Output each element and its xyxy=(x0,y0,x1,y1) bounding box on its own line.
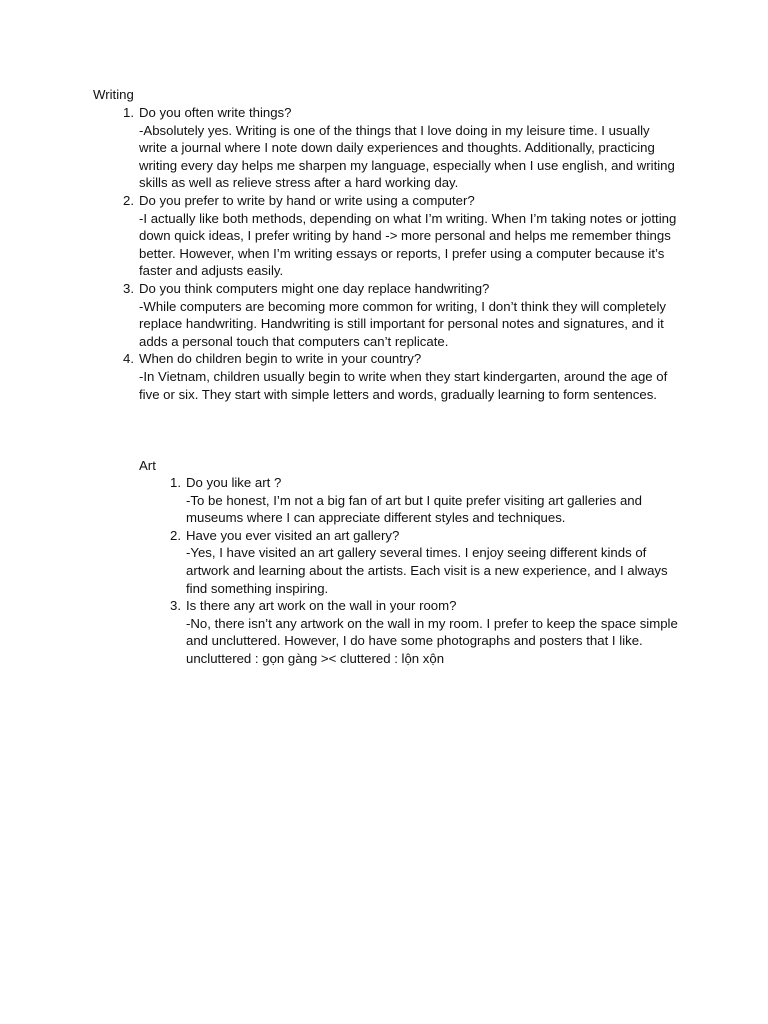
list-item xyxy=(123,350,679,403)
list-item xyxy=(170,474,678,527)
question-text: Do you like art ? xyxy=(186,475,282,490)
question-text: Have you ever visited an art gallery? xyxy=(186,527,400,543)
item-number: 2. xyxy=(170,527,181,543)
list-item xyxy=(170,527,678,597)
answer-text: -While computers are becoming more common for writing, I don’t think they will completely replace handwriting. Handwriting is still important for personal notes and signatures, and it adds a personal touch that computers can’t replicate. xyxy=(139,298,666,349)
item-number: 3. xyxy=(170,598,181,614)
list-item xyxy=(123,192,679,280)
vocabulary-note: uncluttered : gọn gàng >< cluttered : lộn xộn xyxy=(186,650,445,666)
list-item xyxy=(123,104,679,192)
list-item xyxy=(123,280,679,350)
item-number: 1. xyxy=(170,475,181,490)
answer-text: -Absolutely yes. Writing is one of the things that I love doing in my leisure time. I usually write a journal where I note down daily experiences and thoughts. Additionally, practicing writing every day helps me sharpen my language, especially when I use english, and writing skills as well as relieve stress after a hard working day. xyxy=(139,122,675,191)
art-question-list xyxy=(170,474,678,668)
art-heading: Art xyxy=(139,458,156,473)
item-number: 4. xyxy=(123,351,134,367)
question-text: Do you often write things? xyxy=(139,105,292,120)
list-item xyxy=(170,597,678,667)
item-number: 2. xyxy=(123,192,134,208)
item-number: 1. xyxy=(123,105,134,120)
answer-text: -Yes, I have visited an art gallery several times. I enjoy seeing different kinds of artwork and learning about the artists. Each visit is a new experience, and I always find something inspiring. xyxy=(186,545,668,596)
writing-question-list xyxy=(123,104,679,403)
answer-text: -In Vietnam, children usually begin to write when they start kindergarten, around the age of five or six. They start with simple letters and words, gradually learning to form sentences. xyxy=(139,368,668,402)
question-text: Do you prefer to write by hand or write using a computer? xyxy=(139,192,475,208)
question-text: When do children begin to write in your country? xyxy=(139,351,422,367)
item-number: 3. xyxy=(123,280,134,296)
writing-heading: Writing xyxy=(93,87,134,102)
answer-text: -No, there isn’t any artwork on the wall in my room. I prefer to keep the space simple and uncluttered. However, I do have some photographs and posters that I like. xyxy=(186,615,678,649)
question-text: Is there any art work on the wall in your room? xyxy=(186,598,457,614)
answer-text: -To be honest, I’m not a big fan of art but I quite prefer visiting art galleries and museums where I can appreciate different styles and techniques. xyxy=(186,492,642,526)
answer-text: -I actually like both methods, depending on what I’m writing. When I’m taking notes or jotting down quick ideas, I prefer writing by hand -> more personal and helps me remember things better. However, when I’m writing essays or reports, I prefer using a computer because it’s faster and adjusts easily. xyxy=(139,210,677,279)
question-text: Do you think computers might one day replace handwriting? xyxy=(139,280,490,296)
